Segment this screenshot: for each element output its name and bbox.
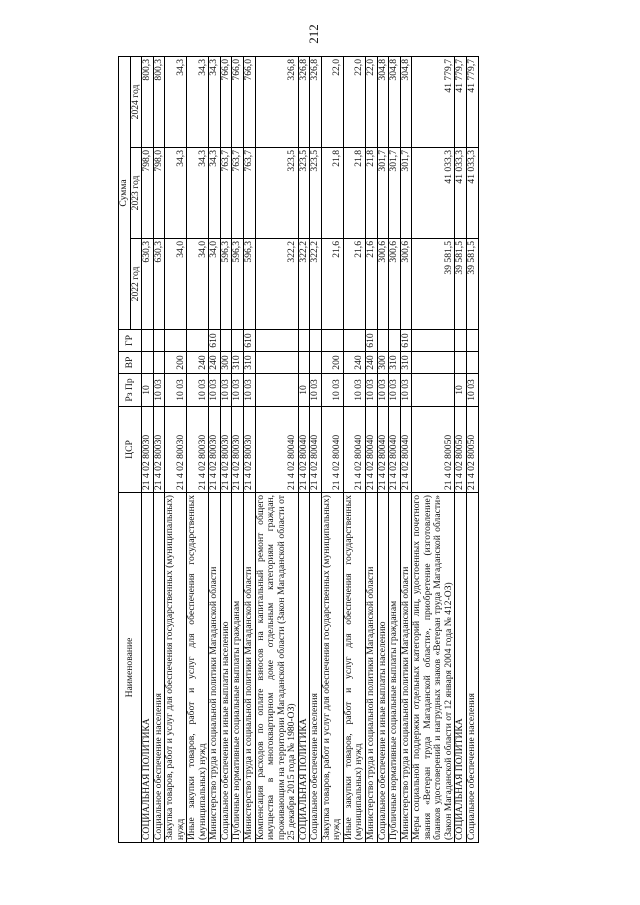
row-sum-2024: 22,0 xyxy=(366,56,378,147)
row-sum-2023: 763,7 xyxy=(220,148,232,239)
row-csr: 21 4 02 80050 xyxy=(466,407,478,493)
row-sum-2022: 596,3 xyxy=(232,239,244,330)
table-row xyxy=(455,56,467,842)
row-csr: 21 4 02 80040 xyxy=(400,407,412,493)
row-sum-2023: 41 033,3 xyxy=(412,148,455,239)
row-name: Социальное обеспечение населения xyxy=(466,493,478,843)
table-row xyxy=(412,56,455,842)
row-csr: 21 4 02 80050 xyxy=(455,407,467,493)
row-rz-pr: 10 03 xyxy=(232,374,244,407)
row-sum-2022: 322,2 xyxy=(298,239,310,330)
rotated-table-container xyxy=(118,57,570,843)
row-sum-2024: 326,8 xyxy=(298,56,310,147)
row-rz-pr: 10 xyxy=(455,374,467,407)
row-sum-2022: 39 581,5 xyxy=(466,239,478,330)
row-sum-2024: 34,3 xyxy=(165,56,187,147)
row-csr: 21 4 02 80030 xyxy=(187,407,209,493)
row-name: Закупка товаров, работ и услуг для обеспечения государственных (муниципальных) нужд xyxy=(321,493,343,843)
row-rz-pr: 10 03 xyxy=(310,374,322,407)
row-sum-2022: 34,0 xyxy=(209,239,221,330)
table-body xyxy=(142,56,478,842)
row-gr xyxy=(298,330,310,352)
row-gr: 610 xyxy=(366,330,378,352)
row-vr xyxy=(298,352,310,374)
row-vr xyxy=(255,352,298,374)
row-sum-2022: 21,6 xyxy=(366,239,378,330)
row-vr: 300 xyxy=(220,352,232,374)
row-vr xyxy=(412,352,455,374)
row-rz-pr: 10 03 xyxy=(389,374,401,407)
row-gr xyxy=(466,330,478,352)
row-vr: 300 xyxy=(377,352,389,374)
row-csr: 21 4 02 80030 xyxy=(142,407,154,493)
page-number: 212 xyxy=(305,24,321,44)
row-sum-2023: 21,8 xyxy=(366,148,378,239)
row-sum-2024: 326,8 xyxy=(310,56,322,147)
row-csr: 21 4 02 80040 xyxy=(310,407,322,493)
row-name: Социальное обеспечение и иные выплаты населению xyxy=(377,493,389,843)
header-year-2023: 2023 год xyxy=(130,148,142,239)
row-gr xyxy=(389,330,401,352)
row-csr: 21 4 02 80040 xyxy=(298,407,310,493)
row-gr xyxy=(377,330,389,352)
row-gr xyxy=(455,330,467,352)
row-name: Публичные нормативные социальные выплаты гражданам xyxy=(232,493,244,843)
row-sum-2022: 39 581,5 xyxy=(412,239,455,330)
table-row xyxy=(389,56,401,842)
table-row xyxy=(220,56,232,842)
row-name: Компенсация расходов по оплате взносов на капитальный ремонт общего имущества в многоквартирном доме отдельным категориям граждан, проживающим на территории Магаданской области (Закон Магаданской области от 25 декабря 2015 года № 1980-ОЗ) xyxy=(255,493,298,843)
table-row xyxy=(343,56,365,842)
row-rz-pr: 10 03 xyxy=(209,374,221,407)
row-vr xyxy=(153,352,165,374)
row-vr xyxy=(310,352,322,374)
row-sum-2023: 34,3 xyxy=(165,148,187,239)
row-sum-2024: 34,3 xyxy=(187,56,209,147)
row-name: Социальное обеспечение населения xyxy=(153,493,165,843)
row-sum-2023: 323,5 xyxy=(298,148,310,239)
row-sum-2022: 21,6 xyxy=(343,239,365,330)
row-sum-2022: 21,6 xyxy=(321,239,343,330)
table-row xyxy=(165,56,187,842)
row-sum-2024: 304,8 xyxy=(377,56,389,147)
row-sum-2023: 301,7 xyxy=(389,148,401,239)
row-csr: 21 4 02 80030 xyxy=(165,407,187,493)
row-rz-pr: 10 03 xyxy=(377,374,389,407)
row-rz-pr: 10 03 xyxy=(165,374,187,407)
row-rz-pr xyxy=(255,374,298,407)
row-gr xyxy=(412,330,455,352)
row-csr: 21 4 02 80040 xyxy=(255,407,298,493)
row-vr: 310 xyxy=(232,352,244,374)
table-row xyxy=(187,56,209,842)
row-vr: 240 xyxy=(366,352,378,374)
row-name: Социальное обеспечение населения xyxy=(310,493,322,843)
row-sum-2024: 34,3 xyxy=(209,56,221,147)
row-sum-2023: 41 033,3 xyxy=(466,148,478,239)
row-gr: 610 xyxy=(209,330,221,352)
row-vr xyxy=(455,352,467,374)
row-sum-2024: 41 779,7 xyxy=(466,56,478,147)
table-row xyxy=(142,56,154,842)
row-gr xyxy=(343,330,365,352)
row-sum-2023: 763,7 xyxy=(232,148,244,239)
row-rz-pr: 10 03 xyxy=(220,374,232,407)
row-gr xyxy=(165,330,187,352)
row-name: Закупка товаров, работ и услуг для обеспечения государственных (муниципальных) нужд xyxy=(165,493,187,843)
row-name: СОЦИАЛЬНАЯ ПОЛИТИКА xyxy=(142,493,154,843)
row-sum-2023: 34,3 xyxy=(187,148,209,239)
row-csr: 21 4 02 80030 xyxy=(220,407,232,493)
row-gr xyxy=(255,330,298,352)
row-csr: 21 4 02 80030 xyxy=(232,407,244,493)
row-name: Иные закупки товаров, работ и услуг для обеспечения государственных (муниципальных) нужд xyxy=(187,493,209,843)
row-rz-pr: 10 03 xyxy=(343,374,365,407)
table-row xyxy=(153,56,165,842)
row-gr: 610 xyxy=(244,330,256,352)
row-gr xyxy=(220,330,232,352)
table-row xyxy=(310,56,322,842)
row-sum-2022: 300,6 xyxy=(389,239,401,330)
row-sum-2022: 322,2 xyxy=(255,239,298,330)
row-rz-pr: 10 03 xyxy=(153,374,165,407)
row-sum-2024: 326,8 xyxy=(255,56,298,147)
row-rz-pr: 10 03 xyxy=(400,374,412,407)
table-row xyxy=(298,56,310,842)
row-sum-2024: 766,0 xyxy=(244,56,256,147)
row-vr xyxy=(466,352,478,374)
header-row-1 xyxy=(119,56,131,842)
table-row xyxy=(366,56,378,842)
row-sum-2023: 798,0 xyxy=(153,148,165,239)
header-rz-pr: Рз Пр xyxy=(119,374,142,407)
row-gr xyxy=(153,330,165,352)
row-sum-2022: 630,3 xyxy=(142,239,154,330)
row-gr xyxy=(187,330,209,352)
row-csr: 21 4 02 80030 xyxy=(209,407,221,493)
row-name: Министерство труда и социальной политики Магаданской области xyxy=(244,493,256,843)
row-sum-2023: 323,5 xyxy=(255,148,298,239)
header-name: Наименование xyxy=(119,493,142,843)
row-sum-2023: 301,7 xyxy=(377,148,389,239)
row-gr xyxy=(232,330,244,352)
row-sum-2024: 41 779,7 xyxy=(455,56,467,147)
header-csr: ЦСР xyxy=(119,407,142,493)
row-vr: 310 xyxy=(400,352,412,374)
row-sum-2023: 21,8 xyxy=(343,148,365,239)
header-gr: ГР xyxy=(119,330,142,352)
row-sum-2022: 34,0 xyxy=(187,239,209,330)
row-rz-pr: 10 03 xyxy=(187,374,209,407)
table-row xyxy=(244,56,256,842)
header-sum: Сумма xyxy=(119,56,131,329)
row-name: Министерство труда и социальной политики Магаданской области xyxy=(366,493,378,843)
row-sum-2023: 301,7 xyxy=(400,148,412,239)
row-sum-2022: 322,2 xyxy=(310,239,322,330)
row-csr: 21 4 02 80040 xyxy=(377,407,389,493)
row-sum-2023: 798,0 xyxy=(142,148,154,239)
row-vr: 310 xyxy=(389,352,401,374)
row-gr xyxy=(321,330,343,352)
row-csr: 21 4 02 80040 xyxy=(321,407,343,493)
row-name: Социальное обеспечение и иные выплаты населению xyxy=(220,493,232,843)
row-gr xyxy=(142,330,154,352)
row-sum-2024: 800,3 xyxy=(142,56,154,147)
row-sum-2024: 41 779,7 xyxy=(412,56,455,147)
row-csr: 21 4 02 80050 xyxy=(412,407,455,493)
row-sum-2024: 22,0 xyxy=(321,56,343,147)
table-row xyxy=(232,56,244,842)
row-sum-2023: 41 033,3 xyxy=(455,148,467,239)
row-csr: 21 4 02 80030 xyxy=(244,407,256,493)
row-sum-2022: 300,6 xyxy=(400,239,412,330)
row-sum-2023: 323,5 xyxy=(310,148,322,239)
row-rz-pr: 10 xyxy=(142,374,154,407)
row-sum-2023: 34,3 xyxy=(209,148,221,239)
row-rz-pr: 10 03 xyxy=(321,374,343,407)
row-name: СОЦИАЛЬНАЯ ПОЛИТИКА xyxy=(455,493,467,843)
table-row xyxy=(400,56,412,842)
row-rz-pr: 10 03 xyxy=(466,374,478,407)
row-rz-pr xyxy=(412,374,455,407)
row-name: СОЦИАЛЬНАЯ ПОЛИТИКА xyxy=(298,493,310,843)
row-name: Меры социальной поддержки отдельных категорий лиц, удостоенных почетного звания «Ветеран труда Магаданской области», приобретение (изготовление) бланков удостоверений и нагрудных знаков «Ветеран труда Магаданской области» (Закон Магаданской области от 12 января 2004 года № 412-ОЗ) xyxy=(412,493,455,843)
row-csr: 21 4 02 80030 xyxy=(153,407,165,493)
row-sum-2024: 304,8 xyxy=(400,56,412,147)
row-csr: 21 4 02 80040 xyxy=(389,407,401,493)
row-gr xyxy=(310,330,322,352)
row-rz-pr: 10 03 xyxy=(244,374,256,407)
row-sum-2022: 300,6 xyxy=(377,239,389,330)
row-name: Министерство труда и социальной политики Магаданской области xyxy=(209,493,221,843)
table-row xyxy=(255,56,298,842)
header-year-2024: 2024 год xyxy=(130,56,142,147)
row-sum-2024: 304,8 xyxy=(389,56,401,147)
row-sum-2023: 21,8 xyxy=(321,148,343,239)
row-sum-2024: 766,0 xyxy=(220,56,232,147)
row-sum-2024: 766,0 xyxy=(232,56,244,147)
row-name: Публичные нормативные социальные выплаты гражданам xyxy=(389,493,401,843)
row-vr: 200 xyxy=(165,352,187,374)
row-vr xyxy=(142,352,154,374)
row-gr: 610 xyxy=(400,330,412,352)
row-vr: 240 xyxy=(343,352,365,374)
header-vr: ВР xyxy=(119,352,142,374)
table-row xyxy=(321,56,343,842)
row-sum-2022: 630,3 xyxy=(153,239,165,330)
row-sum-2023: 763,7 xyxy=(244,148,256,239)
row-rz-pr: 10 03 xyxy=(366,374,378,407)
table-row xyxy=(466,56,478,842)
row-rz-pr: 10 xyxy=(298,374,310,407)
row-sum-2022: 39 581,5 xyxy=(455,239,467,330)
row-vr: 240 xyxy=(209,352,221,374)
budget-table xyxy=(118,56,479,843)
row-vr: 240 xyxy=(187,352,209,374)
row-sum-2022: 596,3 xyxy=(244,239,256,330)
header-year-2022: 2022 год xyxy=(130,239,142,330)
table-row xyxy=(377,56,389,842)
row-vr: 310 xyxy=(244,352,256,374)
row-sum-2022: 596,3 xyxy=(220,239,232,330)
row-csr: 21 4 02 80040 xyxy=(366,407,378,493)
row-sum-2022: 34,0 xyxy=(165,239,187,330)
row-vr: 200 xyxy=(321,352,343,374)
row-sum-2024: 800,3 xyxy=(153,56,165,147)
row-csr: 21 4 02 80040 xyxy=(343,407,365,493)
row-sum-2024: 22,0 xyxy=(343,56,365,147)
table-row xyxy=(209,56,221,842)
row-name: Иные закупки товаров, работ и услуг для обеспечения государственных (муниципальных) нужд xyxy=(343,493,365,843)
row-name: Министерство труда и социальной политики Магаданской области xyxy=(400,493,412,843)
